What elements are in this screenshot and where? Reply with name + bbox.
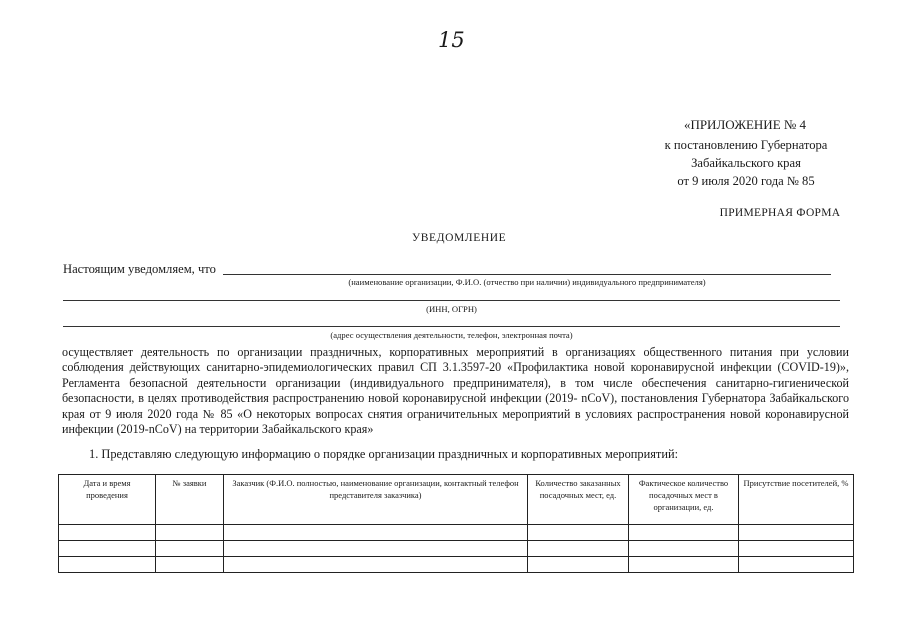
table-cell xyxy=(156,541,224,557)
table-cell xyxy=(629,541,739,557)
appendix-title: «ПРИЛОЖЕНИЕ № 4 xyxy=(683,117,807,132)
table-cell xyxy=(629,525,739,541)
body-paragraph: осуществляет деятельность по организации праздничных, корпоративных мероприятий в организациях общественного питания при условии соблюдения действующих санитарно-эпидемиологических правил СП 3.1.3597-20 «Профилактика новой коронавирусной инфекции (COVID-19)», Регламента безопасной деятельности организации (индивидуального предпринимателя), в том числе обеспечения санитарно-гигиенической безопасности, в целях противодействия распространению новой коронавирусной инфекции (2019- nCoV), постановления Губернатора Забайкальского края от 9 июля 2020 года № 85 «О некоторых вопросах снятия ограничительных мероприятий в условиях распространения новой коронавирусной инфекции (2019-nCoV) на территории Забайкальского края» xyxy=(62,345,849,437)
table-cell xyxy=(528,557,629,573)
item-1: 1. Представляю следующую информацию о порядке организации праздничных и корпоративных мероприятий: xyxy=(89,447,679,461)
table-cell xyxy=(156,557,224,573)
table-cell xyxy=(629,557,739,573)
table-cell xyxy=(59,525,156,541)
appendix-line-1: к постановлению Губернатора xyxy=(664,138,828,152)
appendix-subtitle xyxy=(626,136,866,190)
table-cell xyxy=(59,557,156,573)
table-cell xyxy=(739,525,854,541)
header-seats-ordered: Количество заказанных посадочных мест, ед. xyxy=(528,475,629,525)
table-cell xyxy=(224,525,528,541)
table-cell xyxy=(59,541,156,557)
table-row xyxy=(59,557,854,573)
header-date: Дата и время проведения xyxy=(59,475,156,525)
form-label: ПРИМЕРНАЯ ФОРМА xyxy=(719,207,841,219)
header-seats-actual: Фактическое количество посадочных мест в организации, ед. xyxy=(629,475,739,525)
address-blank-line xyxy=(63,326,840,327)
table-cell xyxy=(224,557,528,573)
table-header-row xyxy=(59,475,854,525)
inn-blank-line xyxy=(63,300,840,301)
address-caption: (адрес осуществления деятельности, телефон, электронная почта) xyxy=(330,330,573,340)
table-cell xyxy=(528,541,629,557)
header-request-number: № заявки xyxy=(156,475,224,525)
table-cell xyxy=(156,525,224,541)
table-row xyxy=(59,541,854,557)
header-customer: Заказчик (Ф.И.О. полностью, наименование организации, контактный телефон представителя заказчика) xyxy=(224,475,528,525)
table-cell xyxy=(224,541,528,557)
table-cell xyxy=(739,557,854,573)
appendix-line-2: Забайкальского края xyxy=(691,156,801,170)
name-caption: (наименование организации, Ф.И.О. (отчество при наличии) индивидуального предпринимателя) xyxy=(348,277,706,287)
table-row xyxy=(59,525,854,541)
table-cell xyxy=(739,541,854,557)
document-heading: УВЕДОМЛЕНИЕ xyxy=(412,232,507,244)
inn-caption: (ИНН, ОГРН) xyxy=(426,304,477,314)
table-cell xyxy=(528,525,629,541)
header-attendance: Присутствие посетителей, % xyxy=(739,475,854,525)
page-number: 15 xyxy=(438,28,465,52)
name-blank-line xyxy=(223,274,831,275)
events-table xyxy=(58,474,854,573)
appendix-line-3: от 9 июля 2020 года № 85 xyxy=(677,174,815,188)
notice-label: Настоящим уведомляем, что xyxy=(63,262,216,276)
